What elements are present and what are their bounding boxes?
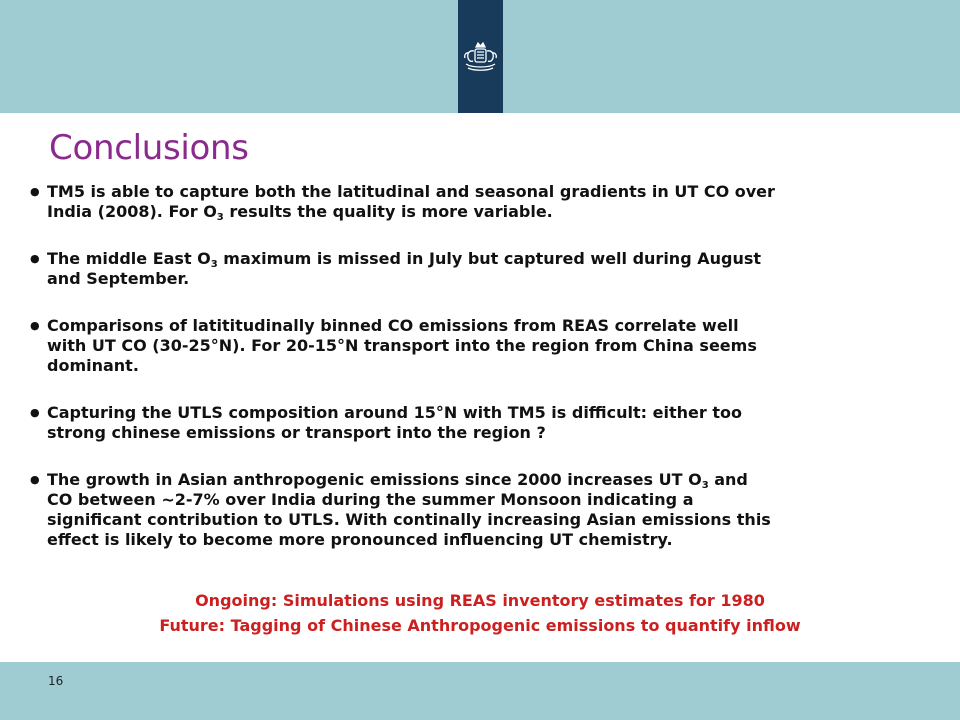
bullet-item [30,316,910,376]
slide-title: Conclusions [49,128,249,168]
page-number: 16 [48,674,64,688]
subscript: 3 [701,480,709,491]
text-segment: maximum is missed in July but captured well during August and September. [47,249,762,288]
text-segment: TM5 is able to capture both the latitudinal and seasonal gradients in UT CO over India (2008). For O [47,182,775,221]
text-segment: Comparisons of latititudinally binned CO emissions from REAS correlate well with UT CO (30-25°N). For 20-15°N transport into the region from China seems dominant. [47,316,757,375]
ongoing-note: Ongoing: Simulations using REAS inventory estimates for 1980 [195,591,765,610]
text-segment: Capturing the UTLS composition around 15°N with TM5 is difficult: either too strong chinese emissions or transport into the region ? [47,403,742,442]
bullet-dot-icon: ● [30,406,40,419]
footer-band [0,662,960,720]
text-segment: The growth in Asian anthropogenic emissions since 2000 increases UT O [47,470,702,489]
conclusion-list [30,182,910,577]
coat-of-arms-icon [460,41,501,77]
text-segment: and CO between ~2-7% over India during the summer Monsoon indicating a significant contribution to UTLS. With continally increasing Asian emissions this effect is likely to become more pronounced influencing UT chemistry. [47,470,771,549]
text-segment: The middle East O [47,249,211,268]
bullet-item [30,403,910,443]
subscript: 3 [216,212,224,223]
bullet-dot-icon: ● [30,252,40,265]
bullet-item [30,182,910,222]
future-note: Future: Tagging of Chinese Anthropogenic emissions to quantify inflow [159,616,801,635]
bullet-dot-icon: ● [30,319,40,332]
bullet-item [30,249,910,289]
text-segment: results the quality is more variable. [223,202,553,221]
bullet-item [30,470,910,550]
bullet-dot-icon: ● [30,473,40,486]
bullet-text [47,182,775,221]
subscript: 3 [210,259,218,270]
bullet-text [47,403,742,442]
bullet-text [47,249,761,288]
bullet-text [47,470,771,549]
bullet-dot-icon: ● [30,185,40,198]
bullet-text [47,316,757,375]
government-emblem [458,0,503,113]
